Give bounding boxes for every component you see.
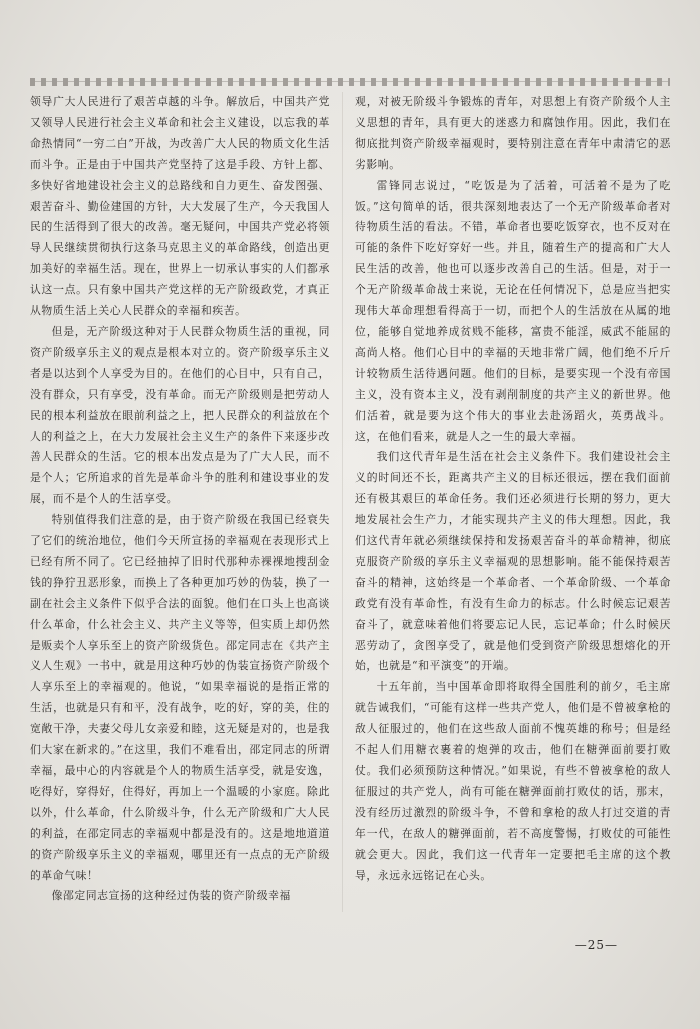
paragraph: 十五年前，当中国革命即将取得全国胜利的前夕，毛主席就告诫我们，“可能有这样一些共产党人，他们是不曾被拿枪的敌人征服过的，他们在这些敌人面前不愧英雄的称号；但是经不起人们用糖衣裹着的炮弹的攻击，他们在糖弹面前要打败仗。我们必须预防这种情况。”如果说，有些不曾被拿枪的敌人征服过的共产党人，尚有可能在糖弹面前打败仗的话，那末，没有经历过激烈的阶级斗争，不曾和拿枪的敌人打过交道的青年一代，在敌人的糖弹面前，若不高度警惕，打败仗的可能性就会更大。因此，我们这一代青年一定要把毛主席的这个教导，永远永远铭记在心头。 [355, 680, 671, 882]
paragraph: 领导广大人民进行了艰苦卓越的斗争。解放后，中国共产党又领导人民进行社会主义革命和社会主义建设，以忘我的革命热情同“一穷二白”开战，为改善广大人民的物质文化生活而斗争。正是由于中国共产党坚持了这是手段、方针上都、多快好省地建设社会主义的总路线和自力更生、奋发图强、艰苦奋斗、勤俭建国的方针，大大发展了生产，今天我国人民的生活得到了很大的改善。毫无疑问，中国共产党必将领导人民继续贯彻执行这条马克思主义的革命路线，创造出更加美好的幸福生活。现在，世界上一切承认事实的人们都承认这一点。只有象中国共产党这样的无产阶级政党，才真正从物质生活上关心人民群众的幸福和疾苦。 [30, 95, 330, 318]
column-divider [342, 92, 343, 912]
left-column [30, 92, 330, 907]
paragraph: 雷锋同志说过，“吃饭是为了活着，可活着不是为了吃饭。”这句简单的话，很共深刻地表达了一个无产阶级革命者对待物质生活的看法。不错，革命者也要吃饭穿衣，也不反对在可能的条件下吃好穿好一些。并且，随着生产的提高和广大人民生活的改善，他也可以逐步改善自己的生活。但是，对于一个无产阶级革命战士来说，无论在任何情况下，总是应当把实现伟大革命理想看得高于一切，而把个人的生活放在从属的地位，能够自觉地养成贫贱不能移，富贵不能淫，威武不能屈的高尚人格。他们心目中的幸福的天地非常广阔，他们绝不斤斤计较物质生活待遇问题。他们的目标，是要实现一个没有帝国主义，没有资本主义，没有剥削制度的共产主义的新世界。他们活着，就是要为这个伟大的事业去赴汤蹈火，英勇战斗。这，在他们看来，就是人之一生的最大幸福。 [355, 178, 671, 443]
paragraph: 我们这代青年是生活在社会主义条件下。我们建设社会主义的时间还不长，距离共产主义的目标还很远，摆在我们面前还有极其艰巨的革命任务。我们还必须进行长期的努力，更大地发展社会生产力，才能实现共产主义的伟大理想。因此，我们这代青年就必须继续保持和发扬艰苦奋斗的革命精神，彻底克服资产阶级的享乐主义幸福观的思想影响。能不能保持艰苦奋斗的精神，这始终是一个革命者、一个革命阶级、一个革命政党有没有革命性，有没有生命力的标志。什么时候忘记艰苦奋斗了，就意味着他们将要忘记人民，忘记革命；什么时候厌恶劳动了，贪图享受了，就是他们受到资产阶级思想熔化的开始，也就是“和平演变”的开端。 [355, 450, 671, 673]
paragraph: 观，对被无阶级斗争锻炼的青年，对思想上有资产阶级个人主义思想的青年，具有更大的迷惑力和腐蚀作用。因此，我们在彻底批判资产阶级幸福观时，要特别注意在青年中肃清它的恶劣影响。 [355, 95, 671, 171]
paragraph: 特别值得我们注意的是，由于资产阶级在我国已经衰失了它们的统治地位，他们今天所宣扬的幸福观在表现形式上已经有所不同了。它已经抽掉了旧时代那种赤裸裸地搜刮金钱的狰狞丑恶形象，而换上了各种更加巧妙的伪装，换了一副在社会主义条件下似乎合法的面貌。他们在口头上也高谈什么革命，什么社会主义、共产主义等等，但实质上却仍然是贩卖个人享乐至上的资产阶级货色。邵定同志在《共产主义人生观》一书中，就是用这种巧妙的伪装宣扬资产阶级个人享乐至上的幸福观的。他说，“如果幸福说的是指正常的生活，也就是只有和平，没有战争，吃的好，穿的美，住的宽敞干净，夫妻父母儿女亲爱和睦，这无疑是对的，也是我们大家在新求的。”在这里，我们不难看出，邵定同志的所谓幸福，最中心的内容就是个人的物质生活享受，就是安逸，吃得好，穿得好，住得好，再加上一个温暖的小家庭。除此以外，什么革命，什么阶级斗争，什么无产阶级和广大人民的利益，在邵定同志的幸福观中都是没有的。这是地地道道的资产阶级享乐主义的幸福观，哪里还有一点点的无产阶级的革命气味！ [30, 513, 330, 882]
decorative-top-rule [30, 78, 670, 86]
page-number: —25— [574, 938, 618, 952]
paragraph: 像邵定同志宣扬的这种经过伪装的资产阶级幸福 [51, 889, 291, 903]
right-column [355, 92, 671, 886]
paragraph: 但是，无产阶级这种对于人民群众物质生活的重视，同资产阶级享乐主义的观点是根本对立的。资产阶级享乐主义者是以达到个人享受为目的。在他们的心目中，只有自己，没有群众，只有享受，没有革命。而无产阶级则是把劳动人民的根本利益放在眼前利益之上，把人民群众的利益放在个人的利益之上，在大力发展社会主义生产的条件下来逐步改善人民群众的生活。它的根本出发点是为了广大人民，而不是个人；它所追求的首先是革命斗争的胜利和建设事业的发展，而不是个人的生活享受。 [30, 324, 330, 506]
